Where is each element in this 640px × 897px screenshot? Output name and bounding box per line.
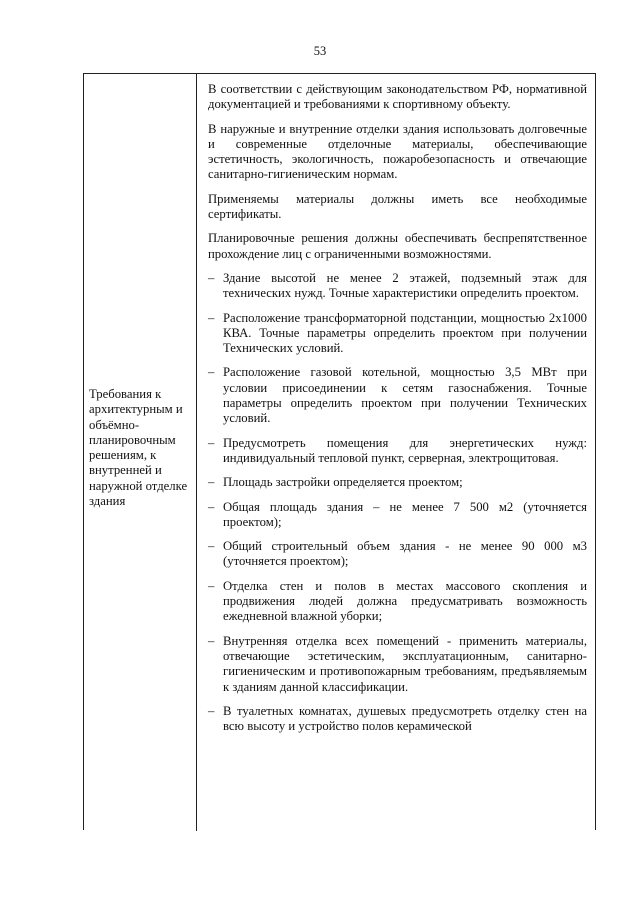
list-item-text: Площадь застройки определяется проектом; [223, 475, 463, 490]
list-item-text: Расположение газовой котельной, мощностью 3,5 МВт при условии присоединении к сетям газоснабжения. Точные параметры определить проектом при получении Технических условий. [223, 365, 587, 426]
list-item [208, 539, 587, 570]
paragraph: В наружные и внутренние отделки здания использовать долговечные и современные отделочные материалы, обеспечивающие эстетичность, экологичность, пожаробезопасность и отвечающие санитарно-гигиеническим нормам. [208, 121, 587, 182]
list-dash: – [208, 270, 215, 285]
list-item [208, 271, 587, 302]
list-dash: – [208, 703, 215, 718]
list-dash: – [208, 435, 215, 450]
list-item-text: Общий строительный объем здания - не менее 90 000 м3 (уточняется проектом); [223, 539, 587, 569]
list-dash: – [208, 633, 215, 648]
requirement-details-content [197, 74, 597, 734]
requirement-details-cell [197, 74, 597, 831]
paragraph: В соответствии с действующим законодательством РФ, нормативной документацией и требованиями к спортивному объекту. [208, 82, 587, 112]
list-item-text: Общая площадь здания – не менее 7 500 м2 (уточняется проектом); [223, 499, 587, 529]
list-dash: – [208, 539, 215, 554]
list-item-text: Здание высотой не менее 2 этажей, подземный этаж для технических нужд. Точные характеристики определить проектом. [223, 270, 587, 301]
list-item [208, 365, 587, 426]
list-item-text: Предусмотреть помещения для энергетических нужд: индивидуальный тепловой пункт, серверная, электрощитовая. [223, 435, 587, 465]
requirement-category-label: Требования к архитектурным и объёмно-планировочным решениям, к внутренней и наружной отделке здания [89, 387, 188, 509]
list-item-text: Внутренняя отделка всех помещений - применить материалы, отвечающие эстетическим, эксплуатационным, санитарно-гигиеническим и противопожарным требованиям, предъявляемым к зданиям данной классификации. [223, 633, 587, 694]
list-dash: – [208, 578, 215, 593]
list-item-text: Расположение трансформаторной подстанции, мощностью 2х1000 КВА. Точные параметры определить проектом при получении Технических условий. [223, 310, 587, 356]
list-item [208, 311, 587, 357]
page-number: 53 [313, 44, 327, 58]
list-dash: – [208, 310, 215, 325]
list-item-text: Отделка стен и полов в местах массового скопления и продвижения людей должна предусматривать возможность ежедневной влажной уборки; [223, 578, 587, 624]
requirements-table [83, 73, 596, 830]
paragraph: Планировочные решения должны обеспечивать беспрепятственное прохождение лиц с ограниченными возможностями. [208, 231, 587, 261]
paragraph: Применяемы материалы должны иметь все необходимые сертификаты. [208, 191, 587, 222]
list-item [208, 475, 587, 490]
list-item [208, 579, 587, 625]
list-item [208, 704, 587, 735]
list-dash: – [208, 365, 215, 380]
list-dash: – [208, 475, 215, 490]
list-item [208, 634, 587, 695]
requirement-category-cell [84, 74, 197, 831]
list-item [208, 436, 587, 467]
list-item [208, 500, 587, 531]
list-dash: – [208, 499, 215, 514]
list-item-text: В туалетных комнатах, душевых предусмотреть отделку стен на всю высоту и устройство полов керамической [223, 703, 587, 734]
